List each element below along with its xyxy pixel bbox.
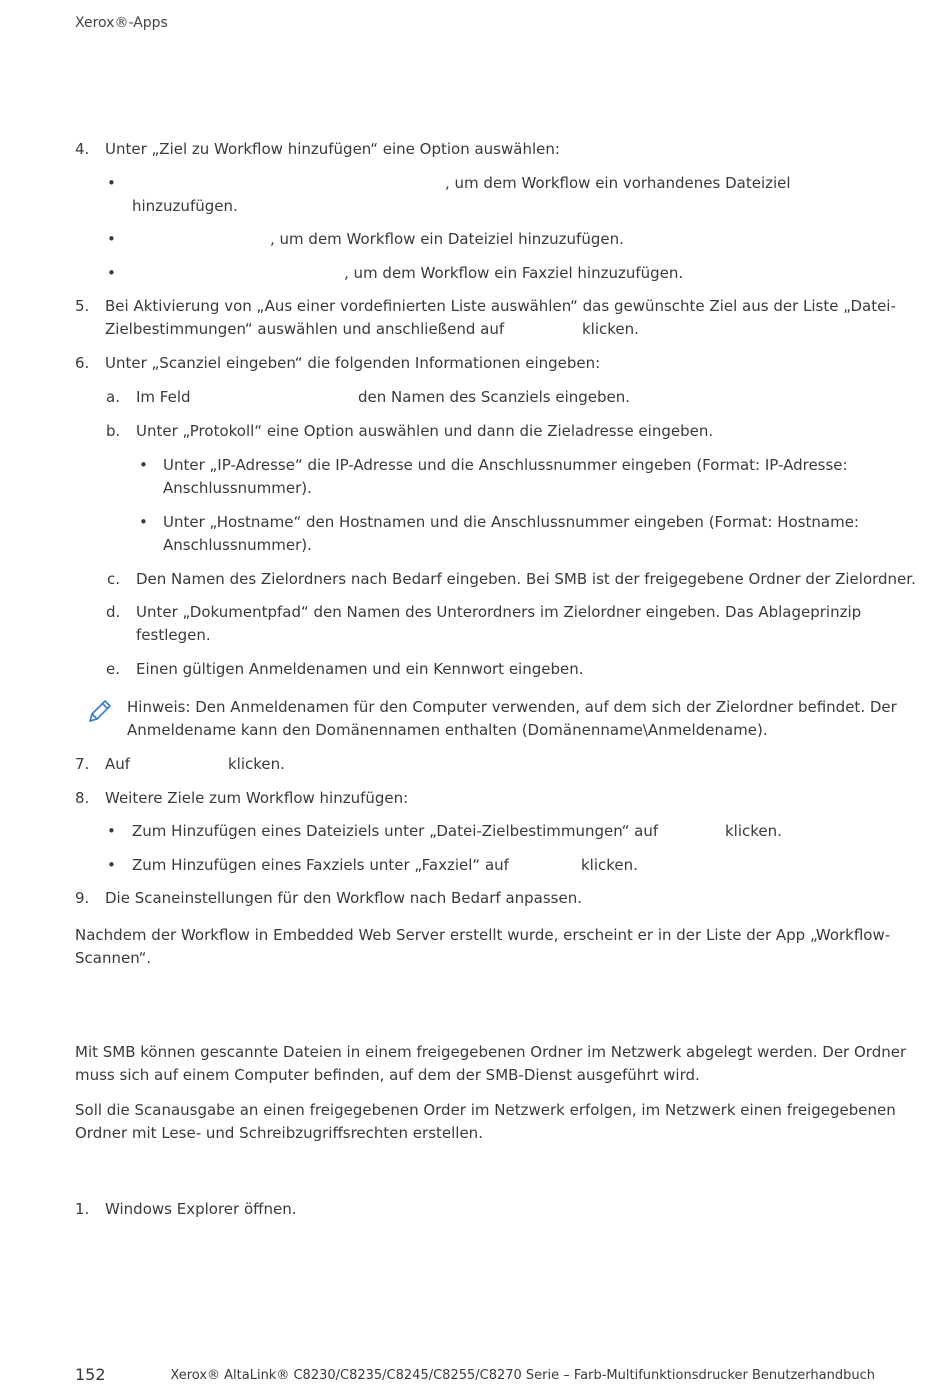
step-4-text: Unter „Ziel zu Workflow hinzufügen“ eine Option auswählen: (105, 140, 560, 158)
paragraph-3-line-2: Ordner mit Lese- und Schreibzugriffsrechten erstellen. (75, 1124, 483, 1142)
step-5-line-1: Bei Aktivierung von „Aus einer vordefinierten Liste auswählen“ das gewünschte Ziel aus der Liste „Datei- (105, 297, 896, 315)
step-5-line-2b: klicken. (582, 320, 639, 338)
step-8-bullet-2-text-1: Zum Hinzufügen eines Faxziels unter „Faxziel“ auf (132, 856, 509, 874)
step-9-number: 9. (75, 889, 90, 907)
step-1-text: Windows Explorer öffnen. (105, 1200, 297, 1218)
note-line-2: Anmeldename kann den Domänennamen enthalten (Domänenname\Anmeldename). (127, 721, 768, 739)
substep-a-text-2: den Namen des Scanziels eingeben. (358, 388, 631, 406)
step-6-number: 6. (75, 354, 90, 372)
paragraph-2-line-1: Mit SMB können gescannte Dateien in einem freigegebenen Ordner im Netzwerk abgelegt werden. Der Ordner (75, 1043, 907, 1061)
bullet-mark: • (107, 264, 116, 282)
bullet-mark: • (139, 456, 148, 474)
step-7-text-1: Auf (105, 755, 131, 773)
substep-b-mark: b. (106, 422, 121, 440)
step-7-text-2: klicken. (228, 755, 285, 773)
substep-c-text: Den Namen des Zielordners nach Bedarf eingeben. Bei SMB ist der freigegebene Ordner der Zielordner. (136, 570, 916, 588)
paragraph-1-line-2: Scannen“. (75, 949, 152, 967)
bullet-mark: • (107, 856, 116, 874)
substep-a-text-1: Im Feld (136, 388, 191, 406)
note-line-1: Hinweis: Den Anmeldenamen für den Computer verwenden, auf dem sich der Zielordner befindet. Der (127, 698, 897, 716)
pencil-icon (86, 697, 114, 725)
substep-b-bullet-1-line-2: Anschlussnummer). (163, 479, 312, 497)
paragraph-2-line-2: muss sich auf einem Computer befinden, auf dem der SMB-Dienst ausgeführt wird. (75, 1066, 700, 1084)
substep-c-mark: c. (107, 570, 121, 588)
substep-b-bullet-1-line-1: Unter „IP-Adresse“ die IP-Adresse und die Anschlussnummer eingeben (Format: IP-Adresse: (163, 456, 848, 474)
step-8-bullet-1-text-1: Zum Hinzufügen eines Dateiziels unter „Datei-Zielbestimmungen“ auf (132, 822, 659, 840)
substep-b-text: Unter „Protokoll“ eine Option auswählen und dann die Zieladresse eingeben. (136, 422, 714, 440)
bullet-mark: • (107, 822, 116, 840)
substep-e-text: Einen gültigen Anmeldenamen und ein Kennwort eingeben. (136, 660, 584, 678)
substep-d-mark: d. (106, 603, 121, 621)
step-6-text: Unter „Scanziel eingeben“ die folgenden Informationen eingeben: (105, 354, 601, 372)
step-9-text: Die Scaneinstellungen für den Workflow nach Bedarf anpassen. (105, 889, 582, 907)
bullet-mark: • (107, 230, 116, 248)
substep-b-bullet-2-line-1: Unter „Hostname“ den Hostnamen und die Anschlussnummer eingeben (Format: Hostname: (163, 513, 859, 531)
paragraph-1-line-1: Nachdem der Workflow in Embedded Web Server erstellt wurde, erscheint er in der Liste der App „Workflow- (75, 926, 891, 944)
running-footer-title: Xerox® AltaLink® C8230/C8235/C8245/C8255/C8270 Serie – Farb-Multifunktionsdrucker Benutzerhandbuch (170, 1368, 875, 1383)
step-8-bullet-2-text-2: klicken. (581, 856, 638, 874)
substep-d-line-2: festlegen. (136, 626, 211, 644)
bullet-mark: • (107, 174, 116, 192)
step-1-number: 1. (75, 1200, 90, 1218)
step-4-bullet-1-text-cont: hinzuzufügen. (132, 197, 238, 215)
step-4-bullet-3-text: , um dem Workflow ein Faxziel hinzuzufügen. (344, 264, 684, 282)
substep-a-mark: a. (106, 388, 120, 406)
substep-b-bullet-2-line-2: Anschlussnummer). (163, 536, 312, 554)
substep-d-line-1: Unter „Dokumentpfad“ den Namen des Unterordners im Zielordner eingeben. Das Ablageprinzip (136, 603, 862, 621)
step-8-number: 8. (75, 789, 90, 807)
substep-e-mark: e. (106, 660, 120, 678)
step-5-number: 5. (75, 297, 90, 315)
step-4-number: 4. (75, 140, 90, 158)
page-number: 152 (75, 1365, 106, 1384)
bullet-mark: • (139, 513, 148, 531)
step-8-text: Weitere Ziele zum Workflow hinzufügen: (105, 789, 409, 807)
step-8-bullet-1-text-2: klicken. (725, 822, 782, 840)
paragraph-3-line-1: Soll die Scanausgabe an einen freigegebenen Order im Netzwerk erfolgen, im Netzwerk einen freigegebenen (75, 1101, 896, 1119)
step-4-bullet-2-text: , um dem Workflow ein Dateiziel hinzuzufügen. (270, 230, 624, 248)
step-5-line-2a: Zielbestimmungen“ auswählen und anschließend auf (105, 320, 505, 338)
running-header: Xerox®-Apps (75, 15, 168, 31)
step-7-number: 7. (75, 755, 90, 773)
step-4-bullet-1-text: , um dem Workflow ein vorhandenes Dateiziel (445, 174, 791, 192)
